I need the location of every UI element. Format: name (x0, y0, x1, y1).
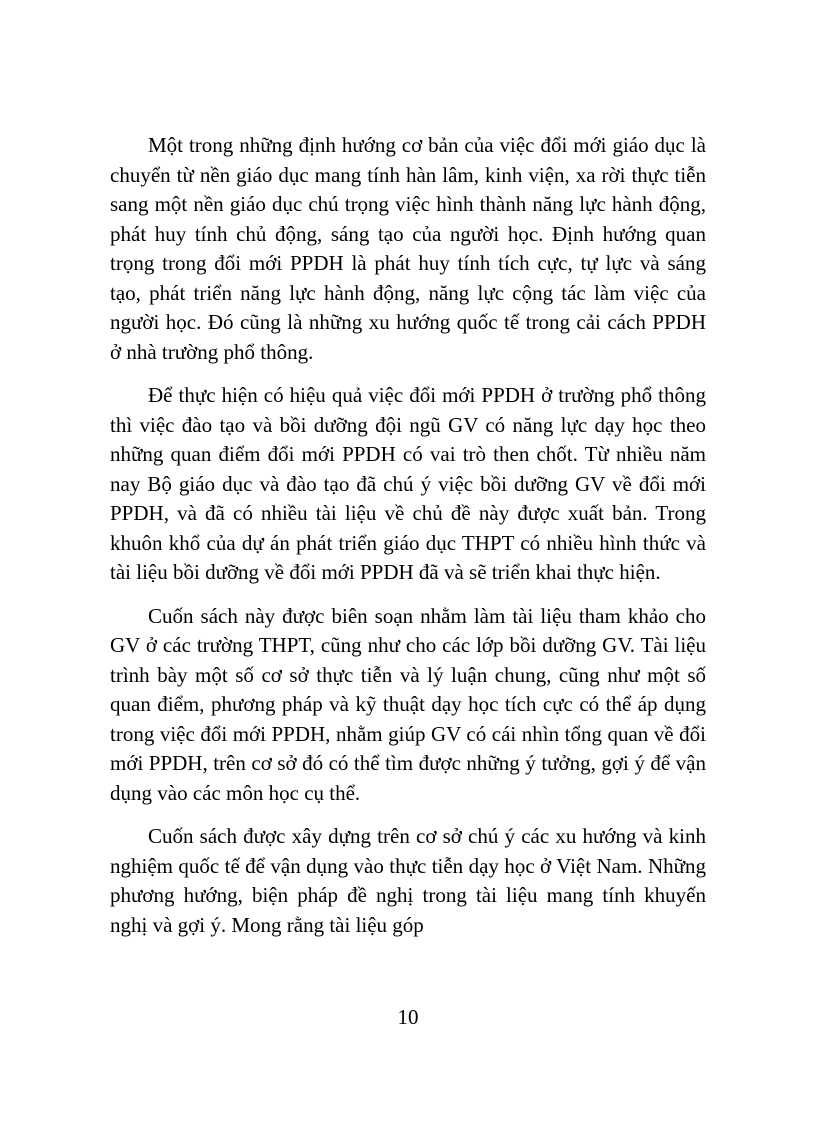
body-text (110, 131, 706, 954)
paragraph-2: Để thực hiện có hiệu quả việc đổi mới PPDH ở trường phổ thông thì việc đào tạo và bồi dưỡng đội ngũ GV có năng lực dạy học theo những quan điểm đổi mới PPDH có vai trò then chốt. Từ nhiều năm nay Bộ giáo dục và đào tạo đã chú ý việc bồi dưỡng GV về đổi mới PPDH, và đã có nhiều tài liệu về chủ đề này được xuất bản. Trong khuôn khổ của dự án phát triển giáo dục THPT có nhiều hình thức và tài liệu bồi dưỡng về đổi mới PPDH đã và sẽ triển khai thực hiện. (110, 383, 706, 584)
paragraph-1: Một trong những định hướng cơ bản của việc đổi mới giáo dục là chuyển từ nền giáo dục mang tính hàn lâm, kinh viện, xa rời thực tiễn sang một nền giáo dục chú trọng việc hình thành năng lực hành động, phát huy tính chủ động, sáng tạo của người học. Định hướng quan trọng trong đổi mới PPDH là phát huy tính tích cực, tự lực và sáng tạo, phát triển năng lực hành động, năng lực cộng tác làm việc của người học. Đó cũng là những xu hướng quốc tế trong cải cách PPDH ở nhà trường phổ thông. (110, 133, 706, 364)
page-number: 10 (397, 1005, 419, 1029)
paragraph-4: Cuốn sách được xây dựng trên cơ sở chú ý các xu hướng và kinh nghiệm quốc tế để vận dụng vào thực tiễn dạy học ở Việt Nam. Những phương hướng, biện pháp đề nghị trong tài liệu mang tính khuyến nghị và gợi ý. Mong rằng tài liệu góp (110, 824, 706, 937)
paragraph-3: Cuốn sách này được biên soạn nhằm làm tài liệu tham khảo cho GV ở các trường THPT, cũng như cho các lớp bồi dưỡng GV. Tài liệu trình bày một số cơ sở thực tiễn và lý luận chung, cũng như một số quan điểm, phương pháp và kỹ thuật dạy học tích cực có thể áp dụng trong việc đổi mới PPDH, nhằm giúp GV có cái nhìn tổng quan về đổi mới PPDH, trên cơ sở đó có thể tìm được những ý tưởng, gợi ý để vận dụng vào các môn học cụ thể. (110, 603, 706, 805)
